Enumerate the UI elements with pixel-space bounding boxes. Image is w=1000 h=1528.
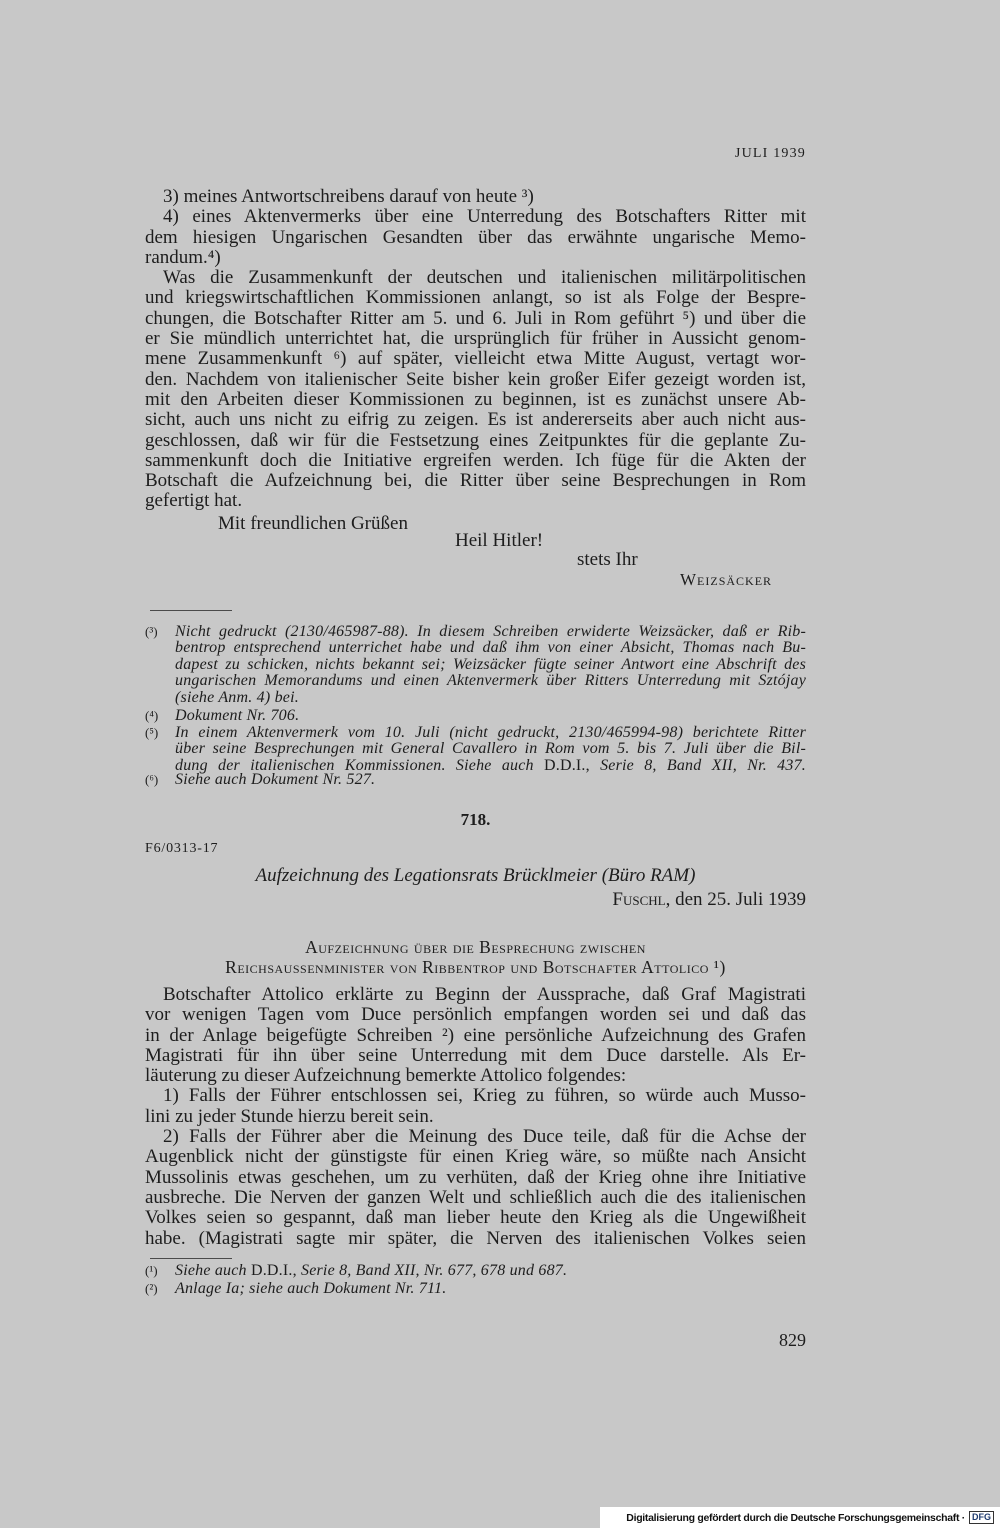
footnote-text [175, 708, 806, 724]
document-title: Aufzeichnung des Legationsrats Brücklmeier (Büro RAM) [255, 865, 696, 886]
footnote-line: über seine Besprechungen mit General Cavallero in Rom vom 5. bis 7. Juli über die Bil- [175, 740, 806, 758]
footnote [145, 772, 806, 788]
source-abbreviation: D.D.I., [250, 1262, 297, 1279]
text-line: Botschaft die Aufzeichnung bei, die Ritter über seine Besprechungen in Rom [145, 470, 806, 492]
dfg-logo: DFG [969, 1511, 994, 1524]
footnote-segment: Serie 8, Band XII, Nr. 437. [589, 756, 806, 774]
text-line: läuterung zu dieser Aufzeichnung bemerkte Attolico folgendes: [145, 1065, 627, 1087]
footnote-line: ungarischen Memorandums und einen Aktenvermerk über Ritters Unterredung mit Sztójay [175, 672, 806, 690]
footnote-text [175, 1262, 806, 1280]
footnote-line: bentrop entsprechend unterrichet habe und daß ihm von einer Absicht, Thomas nach Bu- [175, 639, 806, 657]
place: Fuschl [612, 889, 666, 910]
text-line: 3) meines Antwortschreibens darauf von heute ³) [163, 186, 534, 207]
footnote-mark: (²) [145, 1281, 158, 1296]
footnote-divider [150, 610, 232, 611]
section-heading: Aufzeichnung über die Besprechung zwischen [305, 937, 646, 957]
text-line: und kriegswirtschaftlichen Kommissionen anlangt, so ist als Folge der Bespre- [145, 287, 806, 309]
text-line: mit den Arbeiten dieser Kommissionen zu beginnen, ist es zunächst unsere Ab- [145, 388, 806, 410]
letter-valediction: stets Ihr [577, 549, 638, 570]
text-line: ausbreche. Die Nerven der ganzen Welt und schließlich auch die des italienischen [145, 1186, 806, 1208]
text-line: Magistrati für ihn über seine Unterredung mit dem Duce darstelle. Als Er- [145, 1044, 806, 1066]
text-line: er Sie mündlich unterrichtet hat, die ursprünglich für früher in Aussicht genom- [145, 328, 806, 350]
footnote-line: In einem Aktenvermerk vom 10. Juli (nicht gedruckt, 2130/465994-98) berichtete Ritter [175, 724, 806, 741]
letter-closing: Mit freundlichen Grüßen [218, 513, 408, 534]
text-line: 4) eines Aktenvermerks über eine Unterredung des Botschafters Ritter mit [163, 206, 806, 228]
footnote-mark: (¹) [145, 1263, 158, 1278]
footnote-line: Dokument Nr. 706. [175, 707, 300, 724]
footnote-text [175, 624, 806, 706]
footnote [145, 1280, 806, 1298]
footnote-segment: Siehe auch [175, 1262, 251, 1279]
text-line: Was die Zusammenkunft der deutschen und italienischen militärpolitischen [163, 267, 806, 289]
section-heading: Reichsaussenminister von Ribbentrop und Botschafter Attolico ¹) [225, 957, 726, 977]
digitization-notice [600, 1507, 1000, 1528]
file-reference: F6/0313-17 [145, 841, 219, 856]
text-line: mene Zusammenkunft ⁶) auf später, vielleicht etwa Mitte August, vertagt wor- [145, 348, 806, 370]
page-number: 829 [779, 1330, 806, 1350]
footnote-mark: (⁶) [145, 772, 159, 787]
text-line: in der Anlage beigefügte Schreiben ²) eine persönliche Aufzeichnung des Grafen [145, 1024, 806, 1046]
footnote-mark: (⁵) [145, 725, 159, 740]
letter-body [145, 187, 806, 512]
footnote-line: Anlage Ia; siehe auch Dokument Nr. 711. [175, 1280, 447, 1297]
footnote-segment: dung der italienischen Kommissionen. Siehe auch [175, 756, 544, 774]
text-line: chungen, die Botschafter Ritter am 5. und 6. Juli in Rom geführt ⁵) und über die [145, 307, 806, 329]
footnote-text [175, 725, 806, 774]
text-line: dem hiesigen Ungarischen Gesandten über das erwähnte ungarische Memo- [145, 226, 806, 248]
footnote-line: Nicht gedruckt (2130/465987-88). In diesem Schreiben erwiderte Weizsäcker, daß er Rib- [175, 623, 806, 640]
place-date-line [612, 889, 806, 911]
date: , den 25. Juli 1939 [665, 889, 806, 910]
text-line: Mussolinis etwas geschehen, um zu verhüten, daß der Krieg ohne ihre Initiative [145, 1166, 806, 1188]
text-line: Augenblick nicht der günstigste für einen Krieg wäre, so müßte nach Ansicht [145, 1146, 806, 1168]
footnote [145, 624, 806, 706]
footnote-line: Siehe auch Dokument Nr. 527. [175, 771, 376, 788]
footnote-mark: (³) [145, 624, 158, 639]
footnote [145, 708, 806, 724]
text-line: 2) Falls der Führer aber die Meinung des Duce teile, daß für die Achse der [163, 1126, 806, 1148]
footnote-line [175, 1262, 806, 1280]
text-line: randum.⁴) [145, 246, 221, 268]
text-line: lini zu jeder Stunde hierzu bereit sein. [145, 1105, 434, 1127]
footnote-segment: Serie 8, Band XII, Nr. 677, 678 und 687. [296, 1262, 568, 1279]
text-line: Volkes seien so gespannt, daß man lieber heute den Krieg als die Ungewißheit [145, 1207, 806, 1229]
text-line: Botschafter Attolico erklärte zu Beginn der Aussprache, daß Graf Magistrati [163, 984, 806, 1005]
digitization-notice-text: Digitalisierung gefördert durch die Deutsche Forschungsgemeinschaft · [626, 1511, 965, 1524]
text-line: geschlossen, daß wir für die Festsetzung eines Zeitpunktes für die geplante Zu- [145, 429, 806, 451]
letter-signature: Weizsäcker [680, 570, 773, 589]
letter-salutation: Heil Hitler! [455, 530, 544, 551]
footnote [145, 725, 806, 774]
footnote-text [175, 1280, 806, 1298]
text-line: gefertigt hat. [145, 490, 243, 512]
text-line: vor wenigen Tagen vom Duce persönlich empfangen worden sei und daß das [145, 1004, 806, 1026]
source-abbreviation: D.D.I., [544, 756, 590, 774]
text-line: sammenkunft doch die Initiative ergreifen werden. Ich füge für die Akten der [145, 449, 806, 471]
footnote-line: dapest zu schicken, nichts bekannt sei; Weizsäcker fügte seiner Antwort eine Abschrift des [175, 655, 806, 673]
document-number: 718. [460, 810, 491, 829]
running-header: JULI 1939 [734, 146, 806, 161]
footnote-text [175, 772, 806, 788]
text-line: den. Nachdem von italienischer Seite bisher kein großer Eifer gezeigt worden ist, [145, 368, 806, 390]
footnote-divider [150, 1258, 232, 1259]
text-line: 1) Falls der Führer entschlossen sei, Krieg zu führen, so würde auch Musso- [163, 1085, 806, 1107]
footnote [145, 1262, 806, 1280]
footnote-mark: (⁴) [145, 708, 159, 723]
footnote-line: (siehe Anm. 4) bei. [175, 688, 299, 706]
text-line: habe. (Magistrati sagte mir später, die Nerven des italienischen Volkes seien [145, 1227, 806, 1249]
text-line: sicht, auch uns nicht zu eifrig zu zeigen. Es ist andererseits aber auch nicht aus- [145, 409, 806, 431]
document-body [145, 985, 806, 1249]
